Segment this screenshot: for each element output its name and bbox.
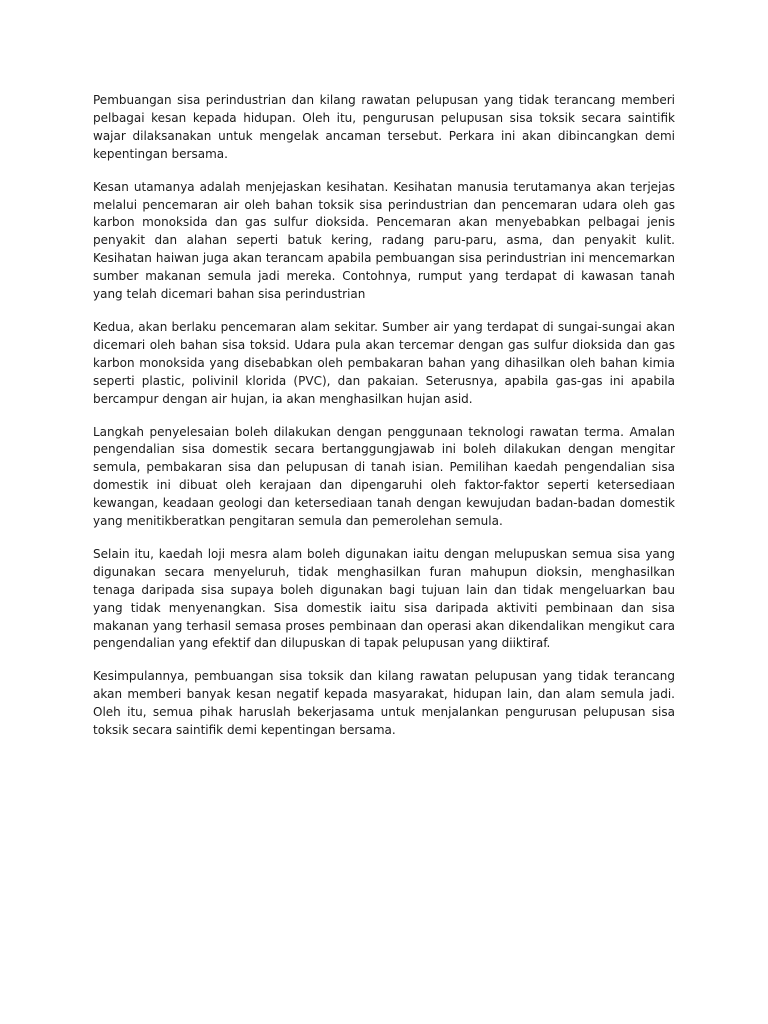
paragraph-conclusion: Kesimpulannya, pembuangan sisa toksik dan kilang rawatan pelupusan yang tidak terancang akan memberi banyak kesan negatif kepada masyarakat, hidupan lain, dan alam semula jadi. Oleh itu, semua pihak haruslah bekerjasama untuk menjalankan pengurusan pelupusan sisa toksik secara saintifik demi kepentingan bersama. — [93, 669, 675, 738]
paragraph-thermal-treatment: Langkah penyelesaian boleh dilakukan dengan penggunaan teknologi rawatan terma. Amalan pengendalian sisa domestik secara bertanggungjawab ini boleh dilakukan dengan mengitar semula, pembakaran sisa dan pelupusan di tanah isian. Pemilihan kaedah pengendalian sisa domestik ini dibuat oleh kerajaan dan dipengaruhi oleh faktor-faktor seperti ketersediaan kewangan, keadaan geologi dan ketersediaan tanah dengan kewujudan badan-badan domestik yang menitikberatkan pengitaran semula dan pemerolehan semula. — [93, 424, 675, 529]
paragraph-health-effects: Kesan utamanya adalah menjejaskan kesihatan. Kesihatan manusia terutamanya akan terjejas melalui pencemaran air oleh bahan toksik sisa perindustrian dan pencemaran udara oleh gas karbon monoksida dan gas sulfur dioksida. Pencemaran akan menyebabkan pelbagai jenis penyakit dan alahan seperti batuk kering, radang paru-paru, asma, dan penyakit kulit. Kesihatan haiwan juga akan terancam apabila pembuangan sisa perindustrian ini mencemarkan sumber makanan semula jadi mereka. Contohnya, rumput yang terdapat di kawasan tanah yang telah dicemari bahan sisa perindustrian — [93, 179, 675, 302]
document-body — [93, 92, 675, 755]
paragraph-environmental-pollution: Kedua, akan berlaku pencemaran alam sekitar. Sumber air yang terdapat di sungai-sungai akan dicemari oleh bahan sisa toksid. Udara pula akan tercemar dengan gas sulfur dioksida dan gas karbon monoksida yang disebabkan oleh pembakaran bahan yang dihasilkan oleh bahan kimia seperti plastic, polivinil klorida (PVC), dan pakaian. Seterusnya, apabila gas-gas ini apabila bercampur dengan air hujan, ia akan menghasilkan hujan asid. — [93, 319, 675, 406]
paragraph-eco-plant: Selain itu, kaedah loji mesra alam boleh digunakan iaitu dengan melupuskan semua sisa yang digunakan secara menyeluruh, tidak menghasilkan furan mahupun dioksin, menghasilkan tenaga daripada sisa supaya boleh digunakan bagi tujuan lain dan tidak mengeluarkan bau yang tidak menyenangkan. Sisa domestik iaitu sisa daripada aktiviti pembinaan dan sisa makanan yang terhasil semasa proses pembinaan dan operasi akan dikendalikan mengikut cara pengendalian yang efektif dan dilupuskan di tapak pelupusan yang diiktiraf. — [93, 546, 675, 651]
paragraph-intro: Pembuangan sisa perindustrian dan kilang rawatan pelupusan yang tidak terancang memberi pelbagai kesan kepada hidupan. Oleh itu, pengurusan pelupusan sisa toksik secara saintifik wajar dilaksanakan untuk mengelak ancaman tersebut. Perkara ini akan dibincangkan demi kepentingan bersama. — [93, 93, 675, 161]
